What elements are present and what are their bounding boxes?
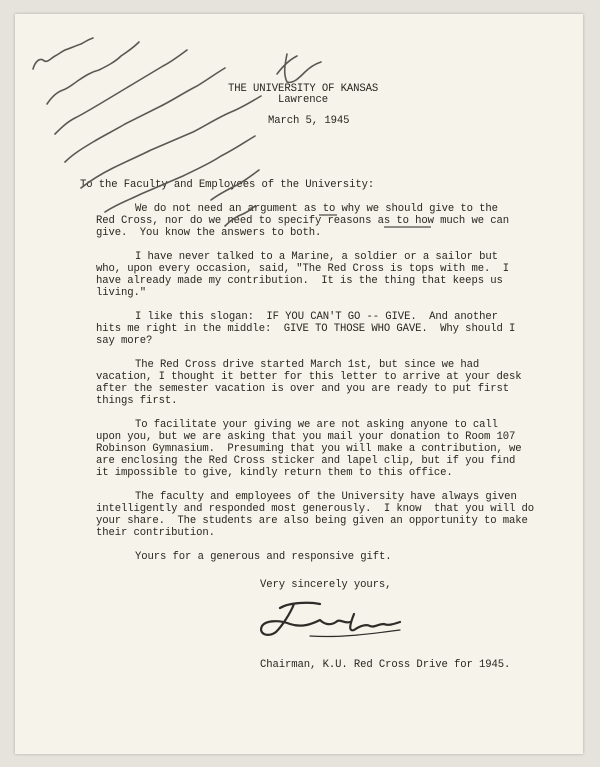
paragraph-5-line-2: upon you, but we are asking that you mail your donation to Room 107 bbox=[96, 431, 516, 443]
paragraph-3-line-2: hits me right in the middle: GIVE TO THOSE WHO GAVE. Why should I bbox=[96, 323, 516, 335]
salutation: To the Faculty and Employees of the University: bbox=[80, 179, 375, 191]
paragraph-5-line-4: are enclosing the Red Cross sticker and lapel clip, but if you find bbox=[96, 455, 516, 467]
paragraph-5-line-5: it impossible to give, kindly return them to this office. bbox=[96, 467, 453, 479]
paragraph-2-line-2: who, upon every occasion, said, "The Red Cross is tops with me. I bbox=[96, 263, 509, 275]
signer-title: Chairman, K.U. Red Cross Drive for 1945. bbox=[260, 659, 511, 671]
paragraph-5-line-1: To facilitate your giving we are not asking anyone to call bbox=[135, 419, 498, 431]
paragraph-2-line-3: have already made my contribution. It is the thing that keeps us bbox=[96, 275, 503, 287]
letter-date: March 5, 1945 bbox=[268, 115, 350, 127]
paragraph-3-line-3: say more? bbox=[96, 335, 153, 347]
paragraph-2-line-1: I have never talked to a Marine, a soldier or a sailor but bbox=[135, 251, 498, 263]
paragraph-1-line-2: Red Cross, nor do we need to specify reasons as to how much we can bbox=[96, 215, 509, 227]
handwritten-signature bbox=[250, 594, 420, 644]
paragraph-6-line-4: their contribution. bbox=[96, 527, 215, 539]
closing-line: Yours for a generous and responsive gift. bbox=[135, 551, 392, 563]
paragraph-1-line-1: We do not need an argument as to why we should give to the bbox=[135, 203, 498, 215]
paragraph-4-line-3: after the semester vacation is over and you are ready to put first bbox=[96, 383, 509, 395]
paragraph-1-line-3: give. You know the answers to both. bbox=[96, 227, 322, 239]
paragraph-4-line-4: things first. bbox=[96, 395, 178, 407]
letter-page bbox=[15, 14, 583, 754]
paragraph-4-line-1: The Red Cross drive started March 1st, but since we had bbox=[135, 359, 480, 371]
paragraph-6-line-2: intelligently and responded most generously. I know that you will do bbox=[96, 503, 535, 515]
paragraph-4-line-2: vacation, I thought it better for this letter to arrive at your desk bbox=[96, 371, 522, 383]
letterhead-city: Lawrence bbox=[278, 94, 329, 106]
paragraph-3-line-1: I like this slogan: IF YOU CAN'T GO -- GIVE. And another bbox=[135, 311, 498, 323]
paragraph-6-line-1: The faculty and employees of the University have always given bbox=[135, 491, 517, 503]
valediction: Very sincerely yours, bbox=[260, 579, 392, 591]
paragraph-5-line-3: Robinson Gymnasium. Presuming that you will make a contribution, we bbox=[96, 443, 522, 455]
paragraph-2-line-4: living." bbox=[96, 287, 147, 299]
letterhead-university: THE UNIVERSITY OF KANSAS bbox=[228, 83, 379, 95]
handwritten-note bbox=[15, 14, 345, 254]
paragraph-6-line-3: your share. The students are also being given an opportunity to make bbox=[96, 515, 528, 527]
